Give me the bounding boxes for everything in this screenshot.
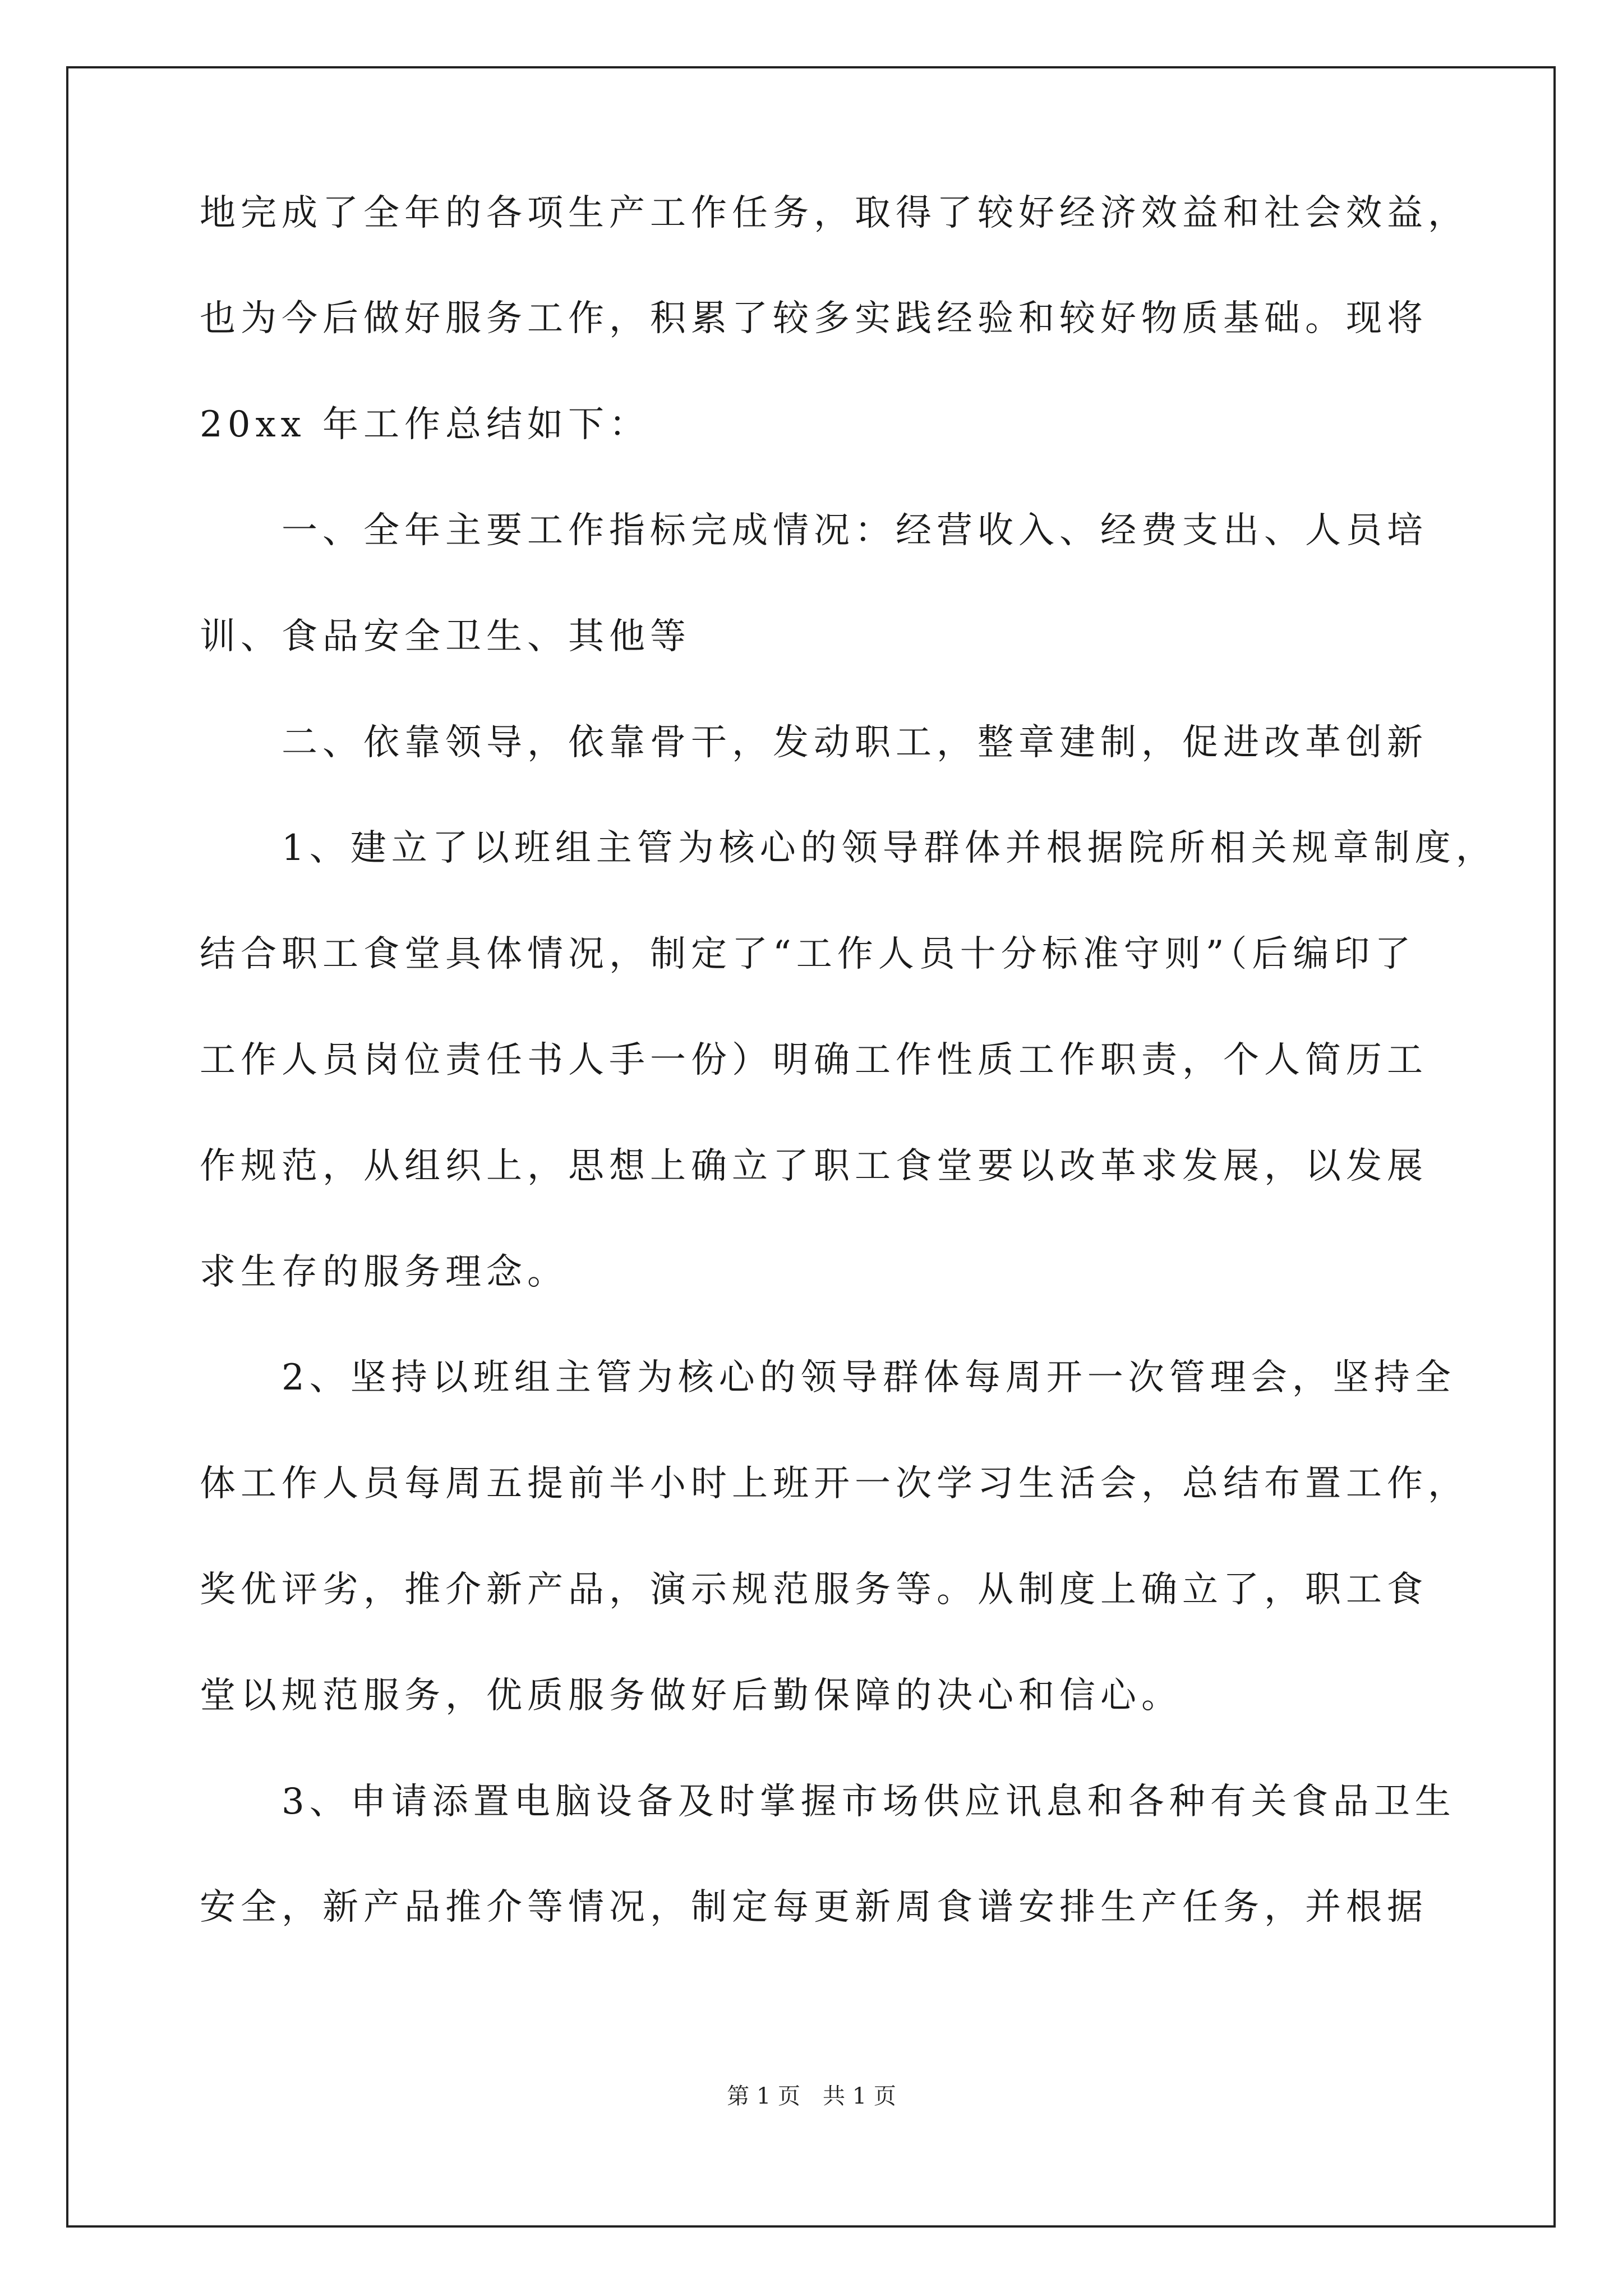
text-line: 二、依靠领导，依靠骨干，发动职工，整章建制，促进改革创新: [200, 722, 1428, 763]
text-line: 一、全年主要工作指标完成情况：经营收入、经费支出、人员培: [200, 510, 1428, 551]
text-line: 地完成了全年的各项生产工作任务，取得了较好经济效益和社会效益，: [200, 192, 1469, 234]
text-line: 2、坚持以班组主管为核心的领导群体每周开一次管理会，坚持全: [200, 1357, 1456, 1398]
text-line: 求生存的服务理念。: [200, 1251, 568, 1293]
text-line: 体工作人员每周五提前半小时上班开一次学习生活会，总结布置工作，: [200, 1463, 1469, 1504]
text-line: 1、建立了以班组主管为核心的领导群体并根据院所相关规章制度，: [200, 827, 1497, 869]
text-line: 训、食品安全卫生、其他等: [200, 616, 691, 657]
text-line: 3、申请添置电脑设备及时掌握市场供应讯息和各种有关食品卫生: [200, 1781, 1456, 1823]
text-line: 也为今后做好服务工作，积累了较多实践经验和较好物质基础。现将: [200, 298, 1428, 339]
text-line: 20xx 年工作总结如下：: [200, 404, 650, 445]
text-line: 作规范，从组织上，思想上确立了职工食堂要以改革求发展，以发展: [200, 1145, 1428, 1187]
text-line: 工作人员岗位责任书人手一份）明确工作性质工作职责，个人简历工: [200, 1039, 1428, 1081]
text-line: 结合职工食堂具体情况，制定了“工作人员十分标准守则”（后编印了: [200, 933, 1416, 975]
page-footer: 第 1 页 共 1 页: [727, 2083, 896, 2109]
text-line: 奖优评劣，推介新产品，演示规范服务等。从制度上确立了，职工食: [200, 1569, 1428, 1611]
text-line: 堂以规范服务，优质服务做好后勤保障的决心和信心。: [200, 1675, 1182, 1717]
text-line: 安全，新产品推介等情况，制定每更新周食谱安排生产任务，并根据: [200, 1887, 1428, 1928]
